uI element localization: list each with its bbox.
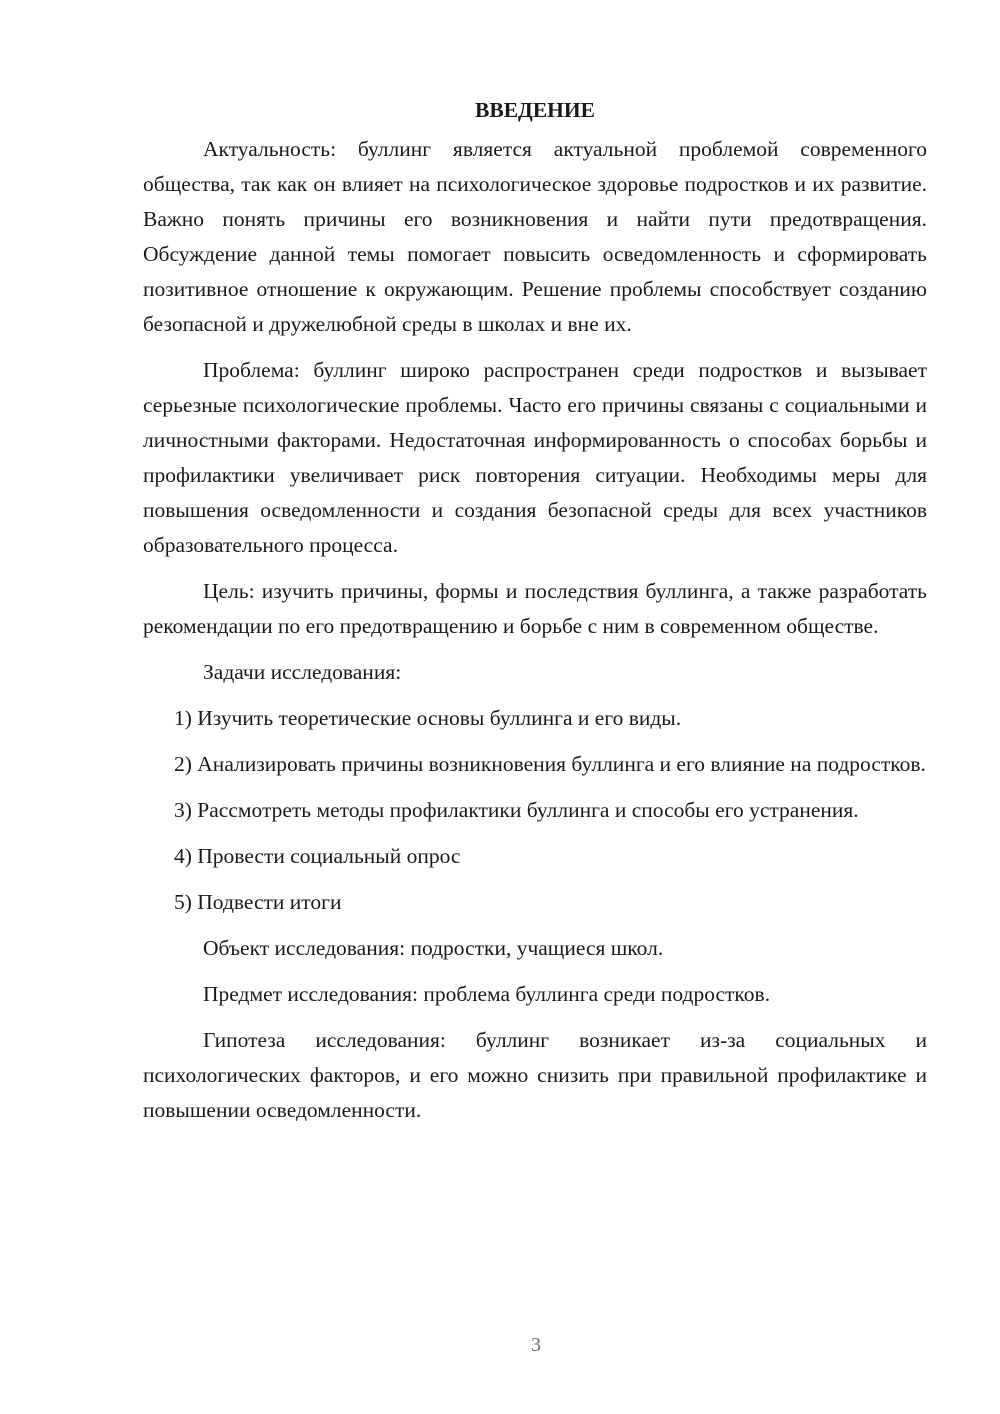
subject-paragraph: Предмет исследования: проблема буллинга среди подростков. [203,982,771,1006]
goal-paragraph: Цель: изучить причины, формы и последствия буллинга, а также разработать рекомендации по его предотвращению и борьбе с ним в современном обществе. [143,579,927,638]
task-item: 2) Анализировать причины возникновения буллинга и его влияние на подростков. [174,752,926,776]
relevance-paragraph: Актуальность: буллинг является актуальной проблемой современного общества, так как он влияет на психологическое здоровье подростков и их развитие. Важно понять причины его возникновения и найти пути предотвращения. Обсуждение данной темы помогает повысить осведомленность и сформировать позитивное отношение к окружающим. Решение проблемы способствует созданию безопасной и дружелюбной среды в школах и вне их. [143,137,927,336]
document-title: ВВЕДЕНИЕ [475,98,595,122]
page-content [143,93,927,1128]
page-number: 3 [531,1334,541,1356]
hypothesis-paragraph: Гипотеза исследования: буллинг возникает из-за социальных и психологических факторов, и его можно снизить при правильной профилактике и повышении осведомленности. [143,1028,927,1122]
task-item: 1) Изучить теоретические основы буллинга и его виды. [174,706,682,730]
task-item: 5) Подвести итоги [174,890,342,914]
task-item: 3) Рассмотреть методы профилактики буллинга и способы его устранения. [174,798,859,822]
problem-paragraph: Проблема: буллинг широко распространен среди подростков и вызывает серьезные психологические проблемы. Часто его причины связаны с социальными и личностными факторами. Недостаточная информированность о способах борьбы и профилактики увеличивает риск повторения ситуации. Необходимы меры для повышения осведомленности и создания безопасной среды для всех участников образовательного процесса. [143,358,927,557]
tasks-heading: Задачи исследования: [203,660,402,684]
task-item: 4) Провести социальный опрос [174,844,461,868]
object-paragraph: Объект исследования: подростки, учащиеся школ. [203,936,664,960]
tasks-list [143,701,927,920]
